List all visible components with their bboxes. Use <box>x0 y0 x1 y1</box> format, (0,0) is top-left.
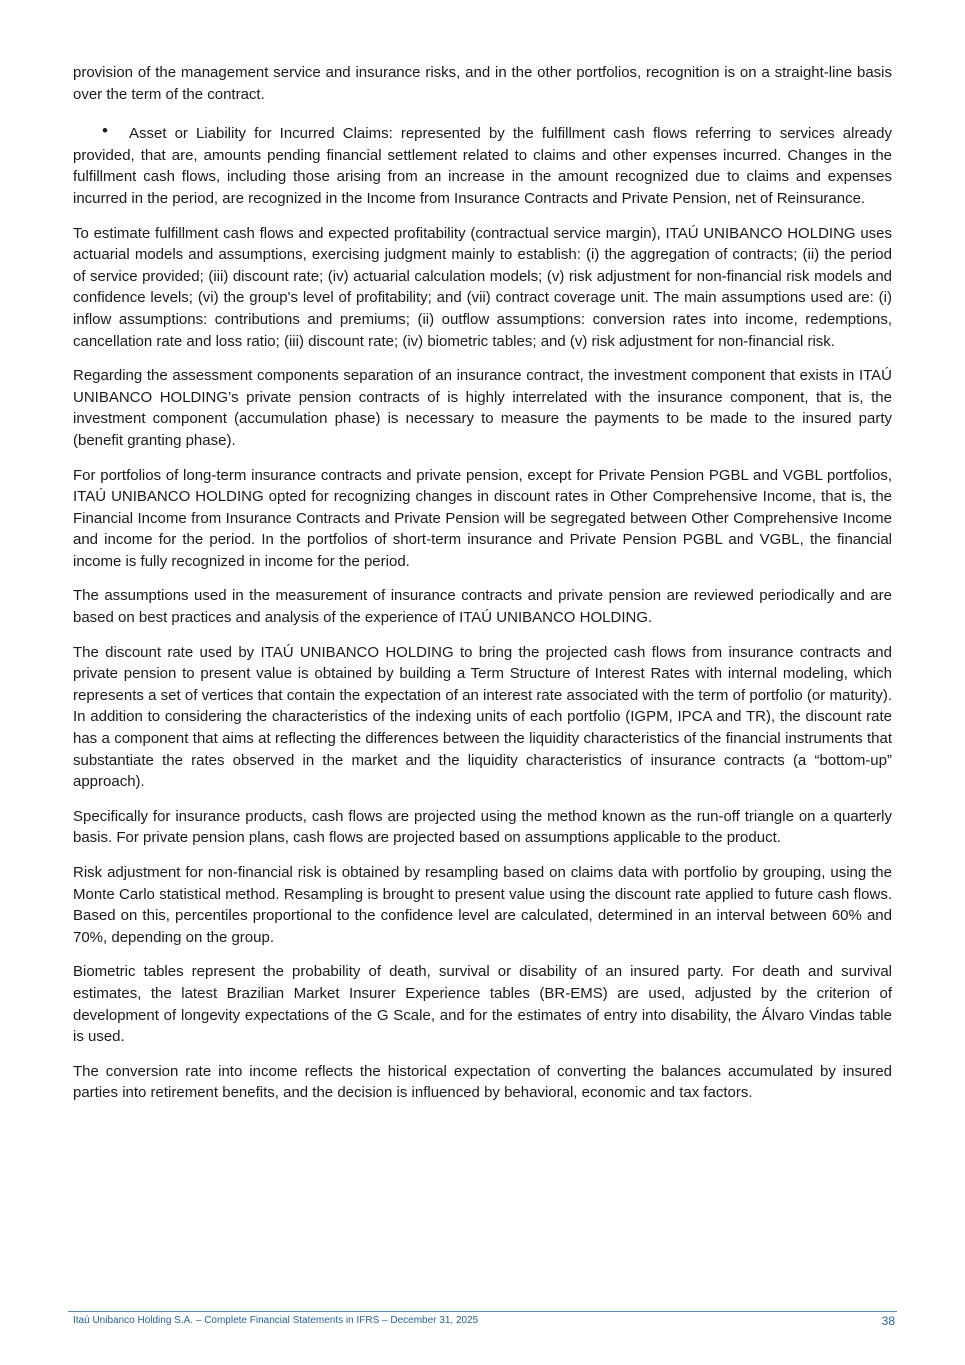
page-number: 38 <box>881 1314 895 1328</box>
paragraph: For portfolios of long-term insurance contracts and private pension, except for Private Pension PGBL and VGBL portfolios, ITAÚ UNIBANCO HOLDING opted for recognizing changes in discount rates in Other Comprehensive Income, that is, the Financial Income from Insurance Contracts and Private Pension will be segregated between Other Comprehensive Income and income for the period. In the portfolios of short-term insurance and Private Pension PGBL and VGBL, the financial income is fully recognized in income for the period. <box>73 466 892 570</box>
paragraph: Regarding the assessment components separation of an insurance contract, the investment component that exists in ITAÚ UNIBANCO HOLDING’s private pension contracts of is highly interrelated with the insurance component, that is, the investment component (accumulation phase) is necessary to measure the payments to be made to the insured party (benefit granting phase). <box>73 367 892 449</box>
paragraph: To estimate fulfillment cash flows and expected profitability (contractual service margin), ITAÚ UNIBANCO HOLDING uses actuarial models and assumptions, exercising judgment mainly to establish: (i) the aggregation of contracts; (ii) the period of service provided; (iii) discount rate; (iv) actuarial calculation models; (v) risk adjustment for non-financial risk models and confidence levels; (vi) the group's level of profitability; and (vii) contract coverage unit. The main assumptions used are: (i) inflow assumptions: contributions and premiums; (ii) outflow assumptions: conversion rates into income, redemptions, cancellation rate and loss ratio; (iii) discount rate; (iv) biometric tables; and (v) risk adjustment for non-financial risk. <box>73 224 892 350</box>
paragraph: The discount rate used by ITAÚ UNIBANCO HOLDING to bring the projected cash flows from insurance contracts and private pension to present value is obtained by building a Term Structure of Interest Rates with internal modeling, which represents a set of vertices that contain the expectation of an interest rate associated with the term of portfolio (or maturity). In addition to considering the characteristics of the indexing units of each portfolio (IGPM, IPCA and TR), the discount rate has a component that aims at reflecting the differences between the liquidity characteristics of the financial instruments that substantiate the rates observed in the market and the liquidity characteristics of insurance contracts (a “bottom-up” approach). <box>73 643 892 791</box>
paragraph: Risk adjustment for non-financial risk is obtained by resampling based on claims data with portfolio by grouping, using the Monte Carlo statistical method. Resampling is brought to present value using the discount rate applied to future cash flows. Based on this, percentiles proportional to the confidence level are calculated, determined in an interval between 60% and 70%, depending on the group. <box>73 864 892 946</box>
bullet-icon: • <box>102 121 108 141</box>
footer-divider <box>68 1311 897 1312</box>
bullet-text: Asset or Liability for Incurred Claims: represented by the fulfillment cash flows referring to services already provided, that are, amounts pending financial settlement related to claims and other expenses incurred. Changes in the fulfillment cash flows, including those arising from an increase in the amount recognized due to claims and expenses incurred in the period, are recognized in the Income from Insurance Contracts and Private Pension, net of Reinsurance. <box>73 125 892 207</box>
bullet-item <box>73 123 892 209</box>
document-body <box>73 62 892 1117</box>
paragraph: The assumptions used in the measurement of insurance contracts and private pension are reviewed periodically and are based on best practices and analysis of the experience of ITAÚ UNIBANCO HOLDING. <box>73 587 892 627</box>
paragraph: The conversion rate into income reflects the historical expectation of converting the balances accumulated by insured parties into retirement benefits, and the decision is influenced by behavioral, economic and tax factors. <box>73 1062 892 1102</box>
footer-text: Itaú Unibanco Holding S.A. – Complete Financial Statements in IFRS – December 31, 2025 <box>73 1315 479 1326</box>
paragraph: Biometric tables represent the probability of death, survival or disability of an insured party. For death and survival estimates, the latest Brazilian Market Insurer Experience tables (BR-EMS) are used, adjusted by the criterion of development of longevity expectations of the G Scale, and for the estimates of entry into disability, the Álvaro Vindas table is used. <box>73 963 892 1046</box>
paragraph: Specifically for insurance products, cash flows are projected using the method known as the run-off triangle on a quarterly basis. For private pension plans, cash flows are projected based on assumptions applicable to the product. <box>73 807 892 847</box>
paragraph: provision of the management service and insurance risks, and in the other portfolios, recognition is on a straight-line basis over the term of the contract. <box>73 64 892 103</box>
